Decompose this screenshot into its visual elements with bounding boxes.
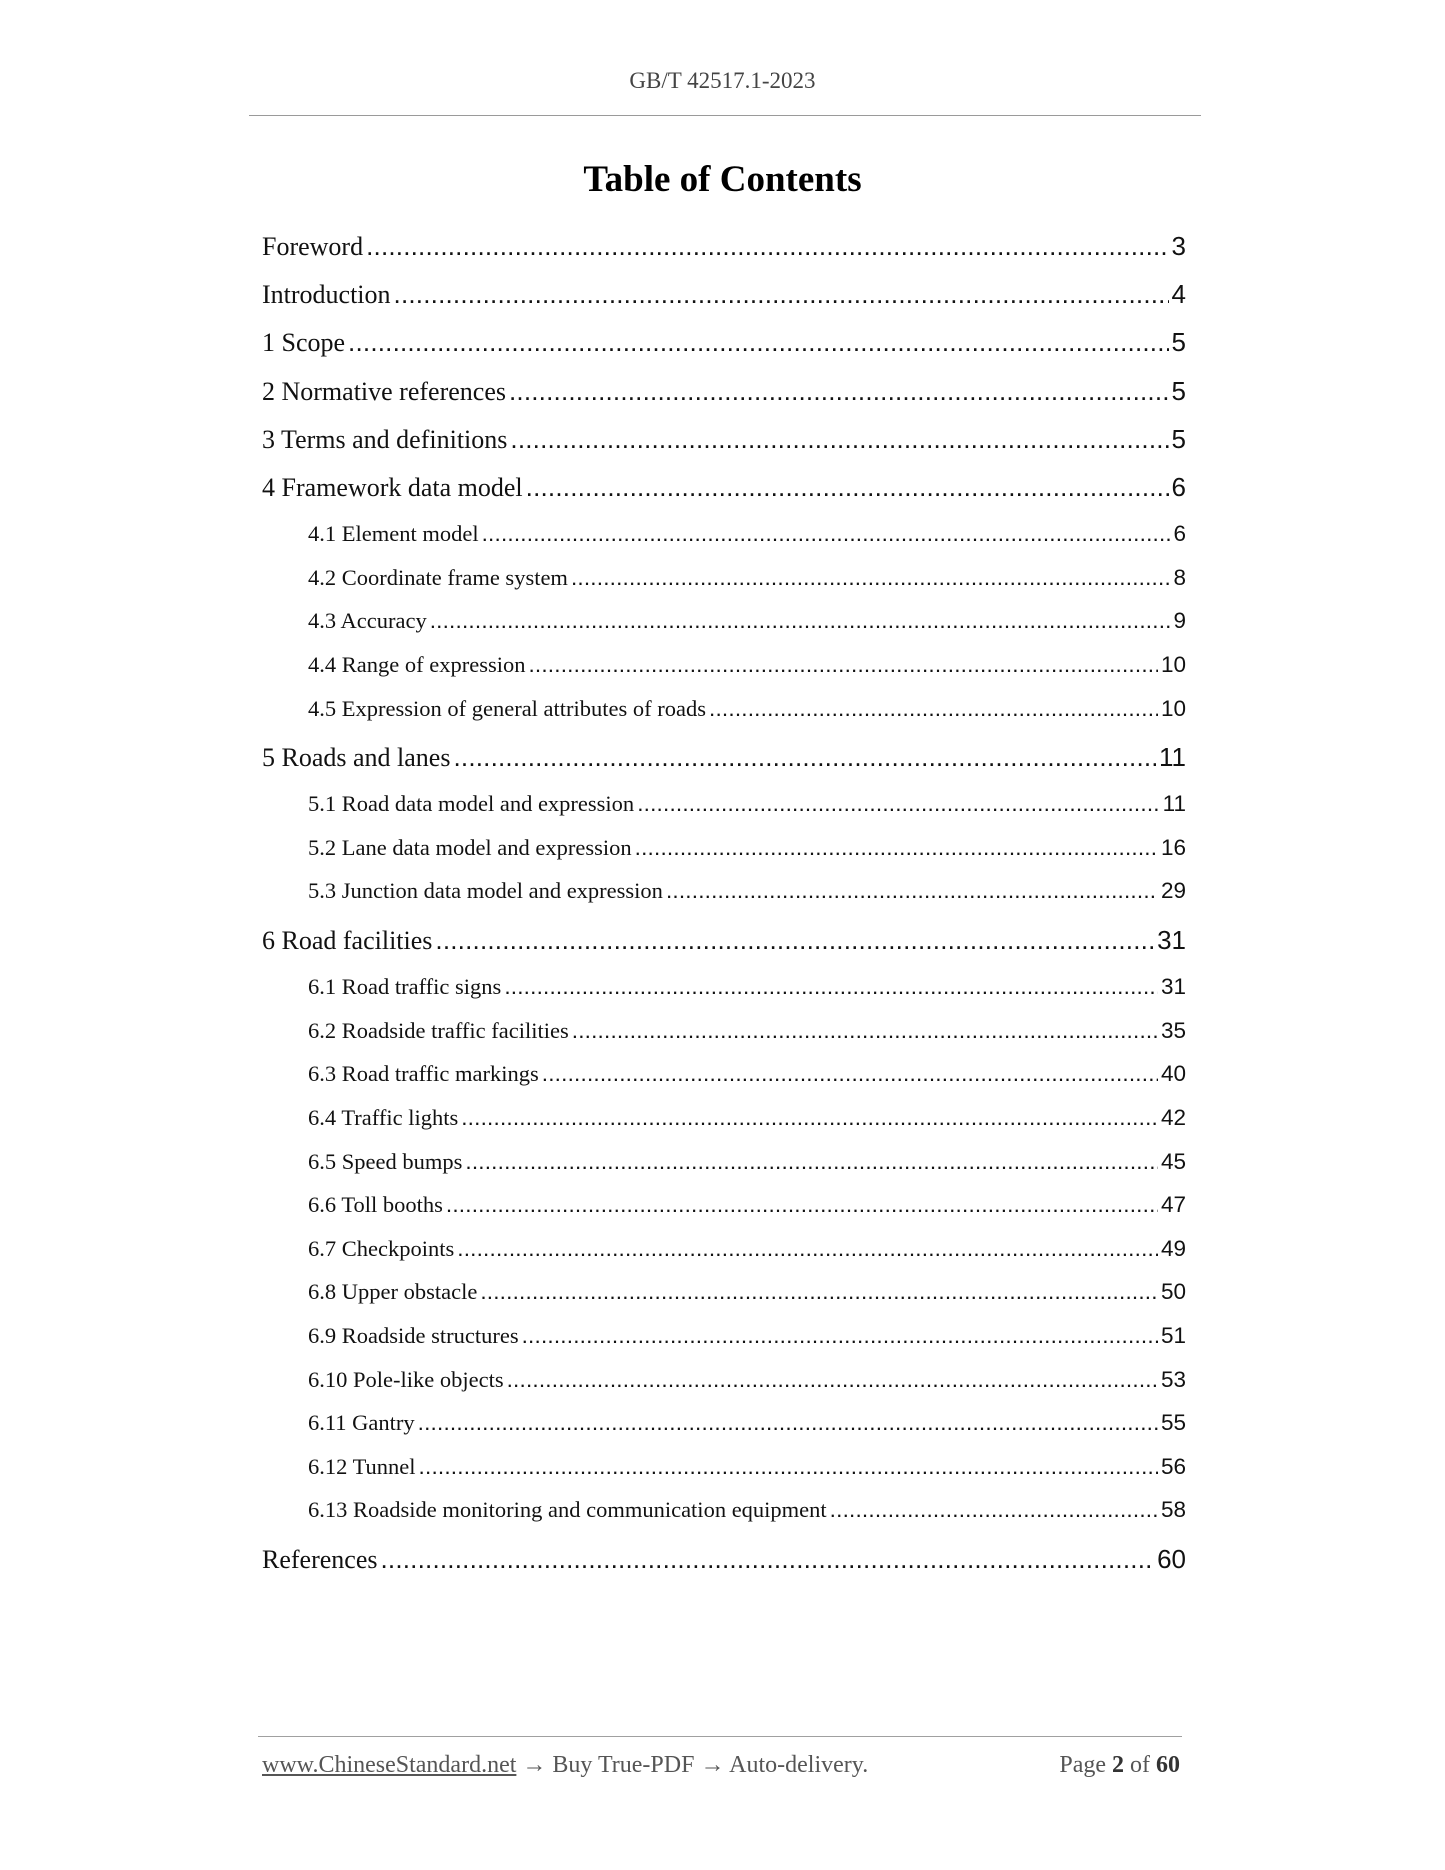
- toc-entry-label: 5.2 Lane data model and expression: [308, 834, 632, 860]
- toc-entry-label: 6.7 Checkpoints: [308, 1235, 455, 1261]
- footer-promo: [262, 1752, 868, 1779]
- toc-entry-label: 3 Terms and definitions: [262, 424, 508, 454]
- toc-entry-label: 6.11 Gantry: [308, 1410, 415, 1436]
- toc-entry[interactable]: [262, 1447, 1186, 1491]
- toc-entry[interactable]: [262, 1054, 1186, 1098]
- toc-leader-dots: [507, 1360, 1158, 1400]
- toc-entry-label: 6.2 Roadside traffic facilities: [308, 1017, 569, 1043]
- toc-leader-dots: [542, 1054, 1158, 1094]
- toc-entry[interactable]: [262, 1098, 1186, 1142]
- toc-entry[interactable]: [262, 1229, 1186, 1273]
- toc-leader-dots: [635, 828, 1158, 868]
- toc-entry-page: 58: [1160, 1497, 1186, 1523]
- toc-leader-dots: [465, 1142, 1158, 1182]
- toc-entry[interactable]: [262, 370, 1186, 418]
- toc-entry-page: 4: [1171, 279, 1186, 310]
- header-divider: [249, 115, 1201, 116]
- toc-leader-dots: [509, 370, 1169, 412]
- toc-entry[interactable]: [262, 1272, 1186, 1316]
- arrow-icon: →: [700, 1752, 725, 1778]
- toc-entry-label: 6.9 Roadside structures: [308, 1323, 519, 1348]
- page-title: Table of Contents: [583, 159, 862, 200]
- toc-entry[interactable]: [262, 1316, 1186, 1360]
- toc-entry-page: 10: [1160, 651, 1186, 677]
- toc-entry-label: 4.3 Accuracy: [308, 608, 427, 634]
- toc-leader-dots: [457, 1229, 1158, 1269]
- toc-entry[interactable]: [262, 1360, 1186, 1404]
- toc-entry-page: 10: [1160, 695, 1186, 721]
- page-current: 2: [1112, 1752, 1124, 1778]
- toc-leader-dots: [526, 466, 1169, 508]
- page-number: [1059, 1752, 1180, 1779]
- toc-entry[interactable]: [262, 273, 1186, 321]
- toc-entry-page: 47: [1160, 1192, 1186, 1218]
- toc-entry-page: 53: [1160, 1366, 1186, 1392]
- toc-entry-page: 8: [1173, 564, 1186, 590]
- toc-entry-label: 6.3 Road traffic markings: [308, 1061, 539, 1087]
- toc-entry-page: 40: [1160, 1061, 1186, 1087]
- toc-entry[interactable]: [262, 784, 1186, 828]
- toc-entry[interactable]: [262, 1142, 1186, 1186]
- toc-entry-label: 4.4 Range of expression: [308, 651, 526, 677]
- toc-entry-page: 9: [1173, 608, 1186, 634]
- toc-entry-page: 16: [1160, 834, 1186, 860]
- toc-entry-label: 2 Normative references: [262, 376, 506, 406]
- toc-entry-label: 4.5 Expression of general attributes of roads: [308, 695, 707, 721]
- toc-entry[interactable]: [262, 418, 1186, 466]
- toc-leader-dots: [571, 558, 1171, 598]
- toc-entry[interactable]: [262, 225, 1186, 273]
- toc-entry-label: 6.4 Traffic lights: [308, 1105, 459, 1131]
- toc-entry-label: 6.8 Upper obstacle: [308, 1279, 478, 1305]
- toc-leader-dots: [480, 1272, 1158, 1312]
- footer-divider: [258, 1736, 1182, 1737]
- toc-entry-page: 3: [1171, 231, 1186, 261]
- toc-entry-label: 1 Scope: [262, 328, 346, 358]
- toc-leader-dots: [504, 967, 1158, 1007]
- table-of-contents: [262, 225, 1186, 1586]
- toc-entry-page: 60: [1157, 1543, 1186, 1574]
- toc-entry-page: 5: [1171, 375, 1186, 406]
- toc-leader-dots: [528, 645, 1158, 685]
- toc-entry-label: Introduction: [262, 280, 391, 310]
- toc-entry[interactable]: [262, 919, 1186, 967]
- toc-entry-label: 6.13 Roadside monitoring and communication equipment: [308, 1497, 827, 1523]
- toc-entry-label: 4.1 Element model: [308, 521, 479, 547]
- toc-entry-page: 6: [1171, 471, 1186, 502]
- toc-entry[interactable]: [262, 466, 1186, 514]
- toc-leader-dots: [366, 225, 1168, 267]
- toc-entry-label: 6 Road facilities: [262, 926, 433, 956]
- toc-leader-dots: [666, 871, 1158, 911]
- page-prefix: Page: [1059, 1752, 1106, 1778]
- toc-entry-page: 56: [1160, 1453, 1186, 1479]
- toc-entry-label: 4.2 Coordinate frame system: [308, 564, 568, 590]
- toc-entry[interactable]: [262, 1185, 1186, 1229]
- toc-leader-dots: [418, 1403, 1158, 1443]
- toc-entry-page: 55: [1160, 1410, 1186, 1436]
- toc-entry-page: 42: [1160, 1105, 1186, 1131]
- toc-entry[interactable]: [262, 514, 1186, 558]
- toc-leader-dots: [522, 1316, 1158, 1356]
- site-link[interactable]: www.ChineseStandard.net: [262, 1752, 517, 1778]
- toc-entry[interactable]: [262, 689, 1186, 733]
- toc-entry[interactable]: [262, 871, 1186, 915]
- toc-entry[interactable]: [262, 1011, 1186, 1055]
- toc-entry-page: 49: [1160, 1235, 1186, 1261]
- buy-pdf-text: Buy True-PDF: [552, 1752, 695, 1778]
- page-footer: [262, 1752, 1180, 1779]
- toc-leader-dots: [419, 1447, 1158, 1487]
- toc-entry-page: 6: [1173, 521, 1186, 547]
- toc-entry[interactable]: [262, 1538, 1186, 1586]
- toc-entry-label: 6.6 Toll booths: [308, 1192, 443, 1218]
- toc-entry[interactable]: [262, 558, 1186, 602]
- toc-entry-page: 45: [1160, 1148, 1186, 1174]
- toc-entry-label: 6.5 Speed bumps: [308, 1148, 463, 1174]
- toc-entry[interactable]: [262, 736, 1186, 784]
- toc-entry-page: 51: [1160, 1323, 1186, 1348]
- toc-leader-dots: [510, 418, 1168, 460]
- toc-leader-dots: [572, 1011, 1158, 1051]
- running-header: GB/T 42517.1-2023: [629, 68, 816, 93]
- toc-entry[interactable]: [262, 645, 1186, 689]
- toc-entry-label: References: [262, 1544, 378, 1574]
- toc-entry-page: 29: [1160, 878, 1186, 904]
- toc-leader-dots: [637, 784, 1159, 824]
- toc-entry-page: 11: [1159, 742, 1186, 773]
- toc-entry-page: 31: [1160, 974, 1186, 1000]
- toc-leader-dots: [482, 514, 1171, 554]
- toc-entry[interactable]: [262, 601, 1186, 645]
- delivery-text: Auto-delivery.: [729, 1752, 869, 1778]
- toc-entry-page: 35: [1160, 1017, 1186, 1043]
- page-total: 60: [1156, 1752, 1180, 1778]
- toc-entry-label: 6.1 Road traffic signs: [308, 974, 502, 1000]
- page-of: of: [1130, 1752, 1150, 1778]
- toc-entry-page: 50: [1160, 1279, 1186, 1305]
- toc-leader-dots: [435, 919, 1154, 961]
- toc-entry-page: 31: [1157, 925, 1186, 956]
- toc-entry[interactable]: [262, 1490, 1186, 1534]
- toc-entry-label: 4 Framework data model: [262, 472, 523, 502]
- toc-leader-dots: [446, 1185, 1158, 1225]
- toc-leader-dots: [380, 1538, 1154, 1580]
- toc-leader-dots: [709, 689, 1158, 729]
- toc-leader-dots: [430, 601, 1171, 641]
- toc-entry-page: 5: [1171, 423, 1186, 454]
- toc-leader-dots: [394, 273, 1169, 315]
- toc-entry-label: 6.10 Pole-like objects: [308, 1366, 504, 1392]
- toc-entry-label: Foreword: [262, 232, 364, 261]
- toc-leader-dots: [830, 1490, 1158, 1530]
- toc-entry-label: 6.12 Tunnel: [308, 1453, 416, 1479]
- toc-leader-dots: [348, 321, 1168, 363]
- toc-entry-page: 11: [1162, 791, 1186, 817]
- toc-leader-dots: [461, 1098, 1158, 1138]
- toc-entry[interactable]: [262, 967, 1186, 1011]
- arrow-icon: →: [522, 1752, 547, 1778]
- toc-entry-label: 5.3 Junction data model and expression: [308, 878, 663, 904]
- toc-entry-label: 5.1 Road data model and expression: [308, 791, 635, 817]
- toc-leader-dots: [453, 736, 1156, 778]
- toc-entry[interactable]: [262, 1403, 1186, 1447]
- toc-entry-label: 5 Roads and lanes: [262, 743, 451, 773]
- toc-entry[interactable]: [262, 828, 1186, 872]
- toc-entry[interactable]: [262, 321, 1186, 369]
- toc-entry-page: 5: [1171, 327, 1186, 358]
